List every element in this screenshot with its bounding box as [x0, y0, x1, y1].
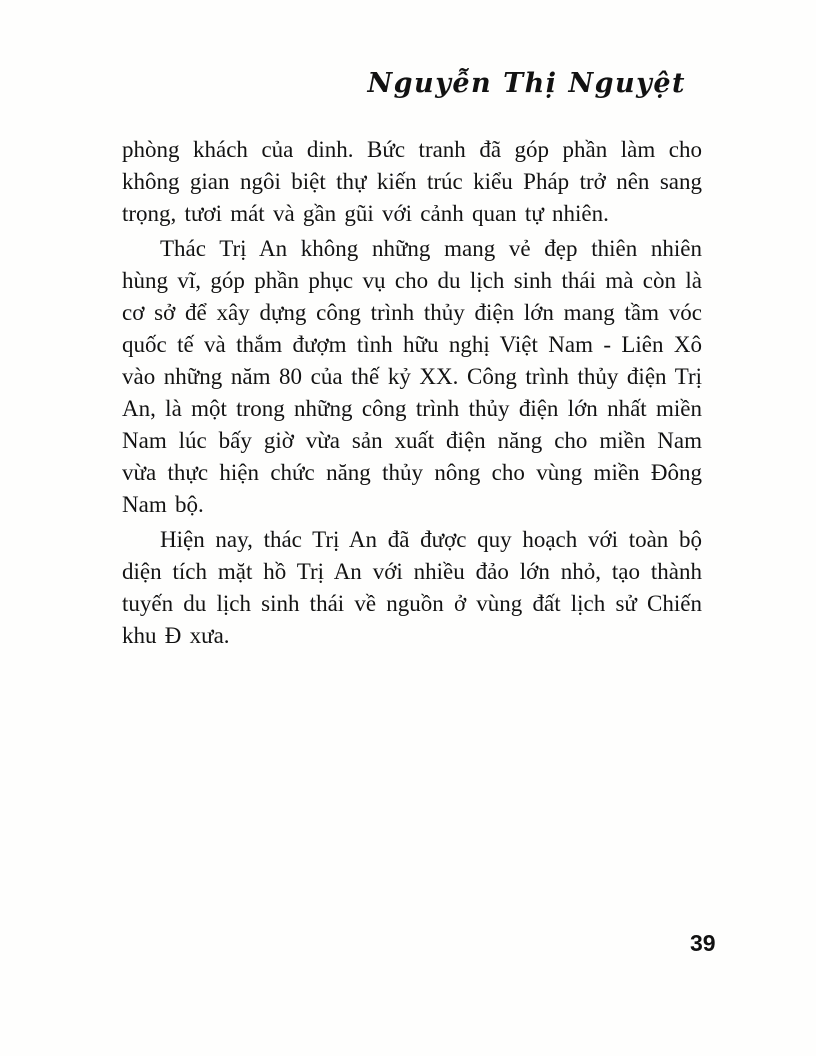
paragraph: Hiện nay, thác Trị An đã được quy hoạch với toàn bộ diện tích mặt hồ Trị An với nhiều đảo lớn nhỏ, tạo thành tuyến du lịch sinh thái về nguồn ở vùng đất lịch sử Chiến khu Đ xưa. — [122, 527, 702, 648]
body-text — [122, 134, 702, 655]
paragraph: phòng khách của dinh. Bức tranh đã góp phần làm cho không gian ngôi biệt thự kiến trúc kiểu Pháp trở nên sang trọng, tươi mát và gần gũi với cảnh quan tự nhiên. — [122, 137, 702, 226]
paragraph: Thác Trị An không những mang vẻ đẹp thiên nhiên hùng vĩ, góp phần phục vụ cho du lịch sinh thái mà còn là cơ sở để xây dựng công trình thủy điện lớn mang tầm vóc quốc tế và thắm đượm tình hữu nghị Việt Nam - Liên Xô vào những năm 80 của thế kỷ XX. Công trình thủy điện Trị An, là một trong những công trình thủy điện lớn nhất miền Nam lúc bấy giờ vừa sản xuất điện năng cho miền Nam vừa thực hiện chức năng thủy nông cho vùng miền Đông Nam bộ. — [122, 236, 702, 517]
page-number: 39 — [690, 930, 716, 956]
running-header-author: Nguyễn Thị Nguyệt — [367, 68, 686, 99]
